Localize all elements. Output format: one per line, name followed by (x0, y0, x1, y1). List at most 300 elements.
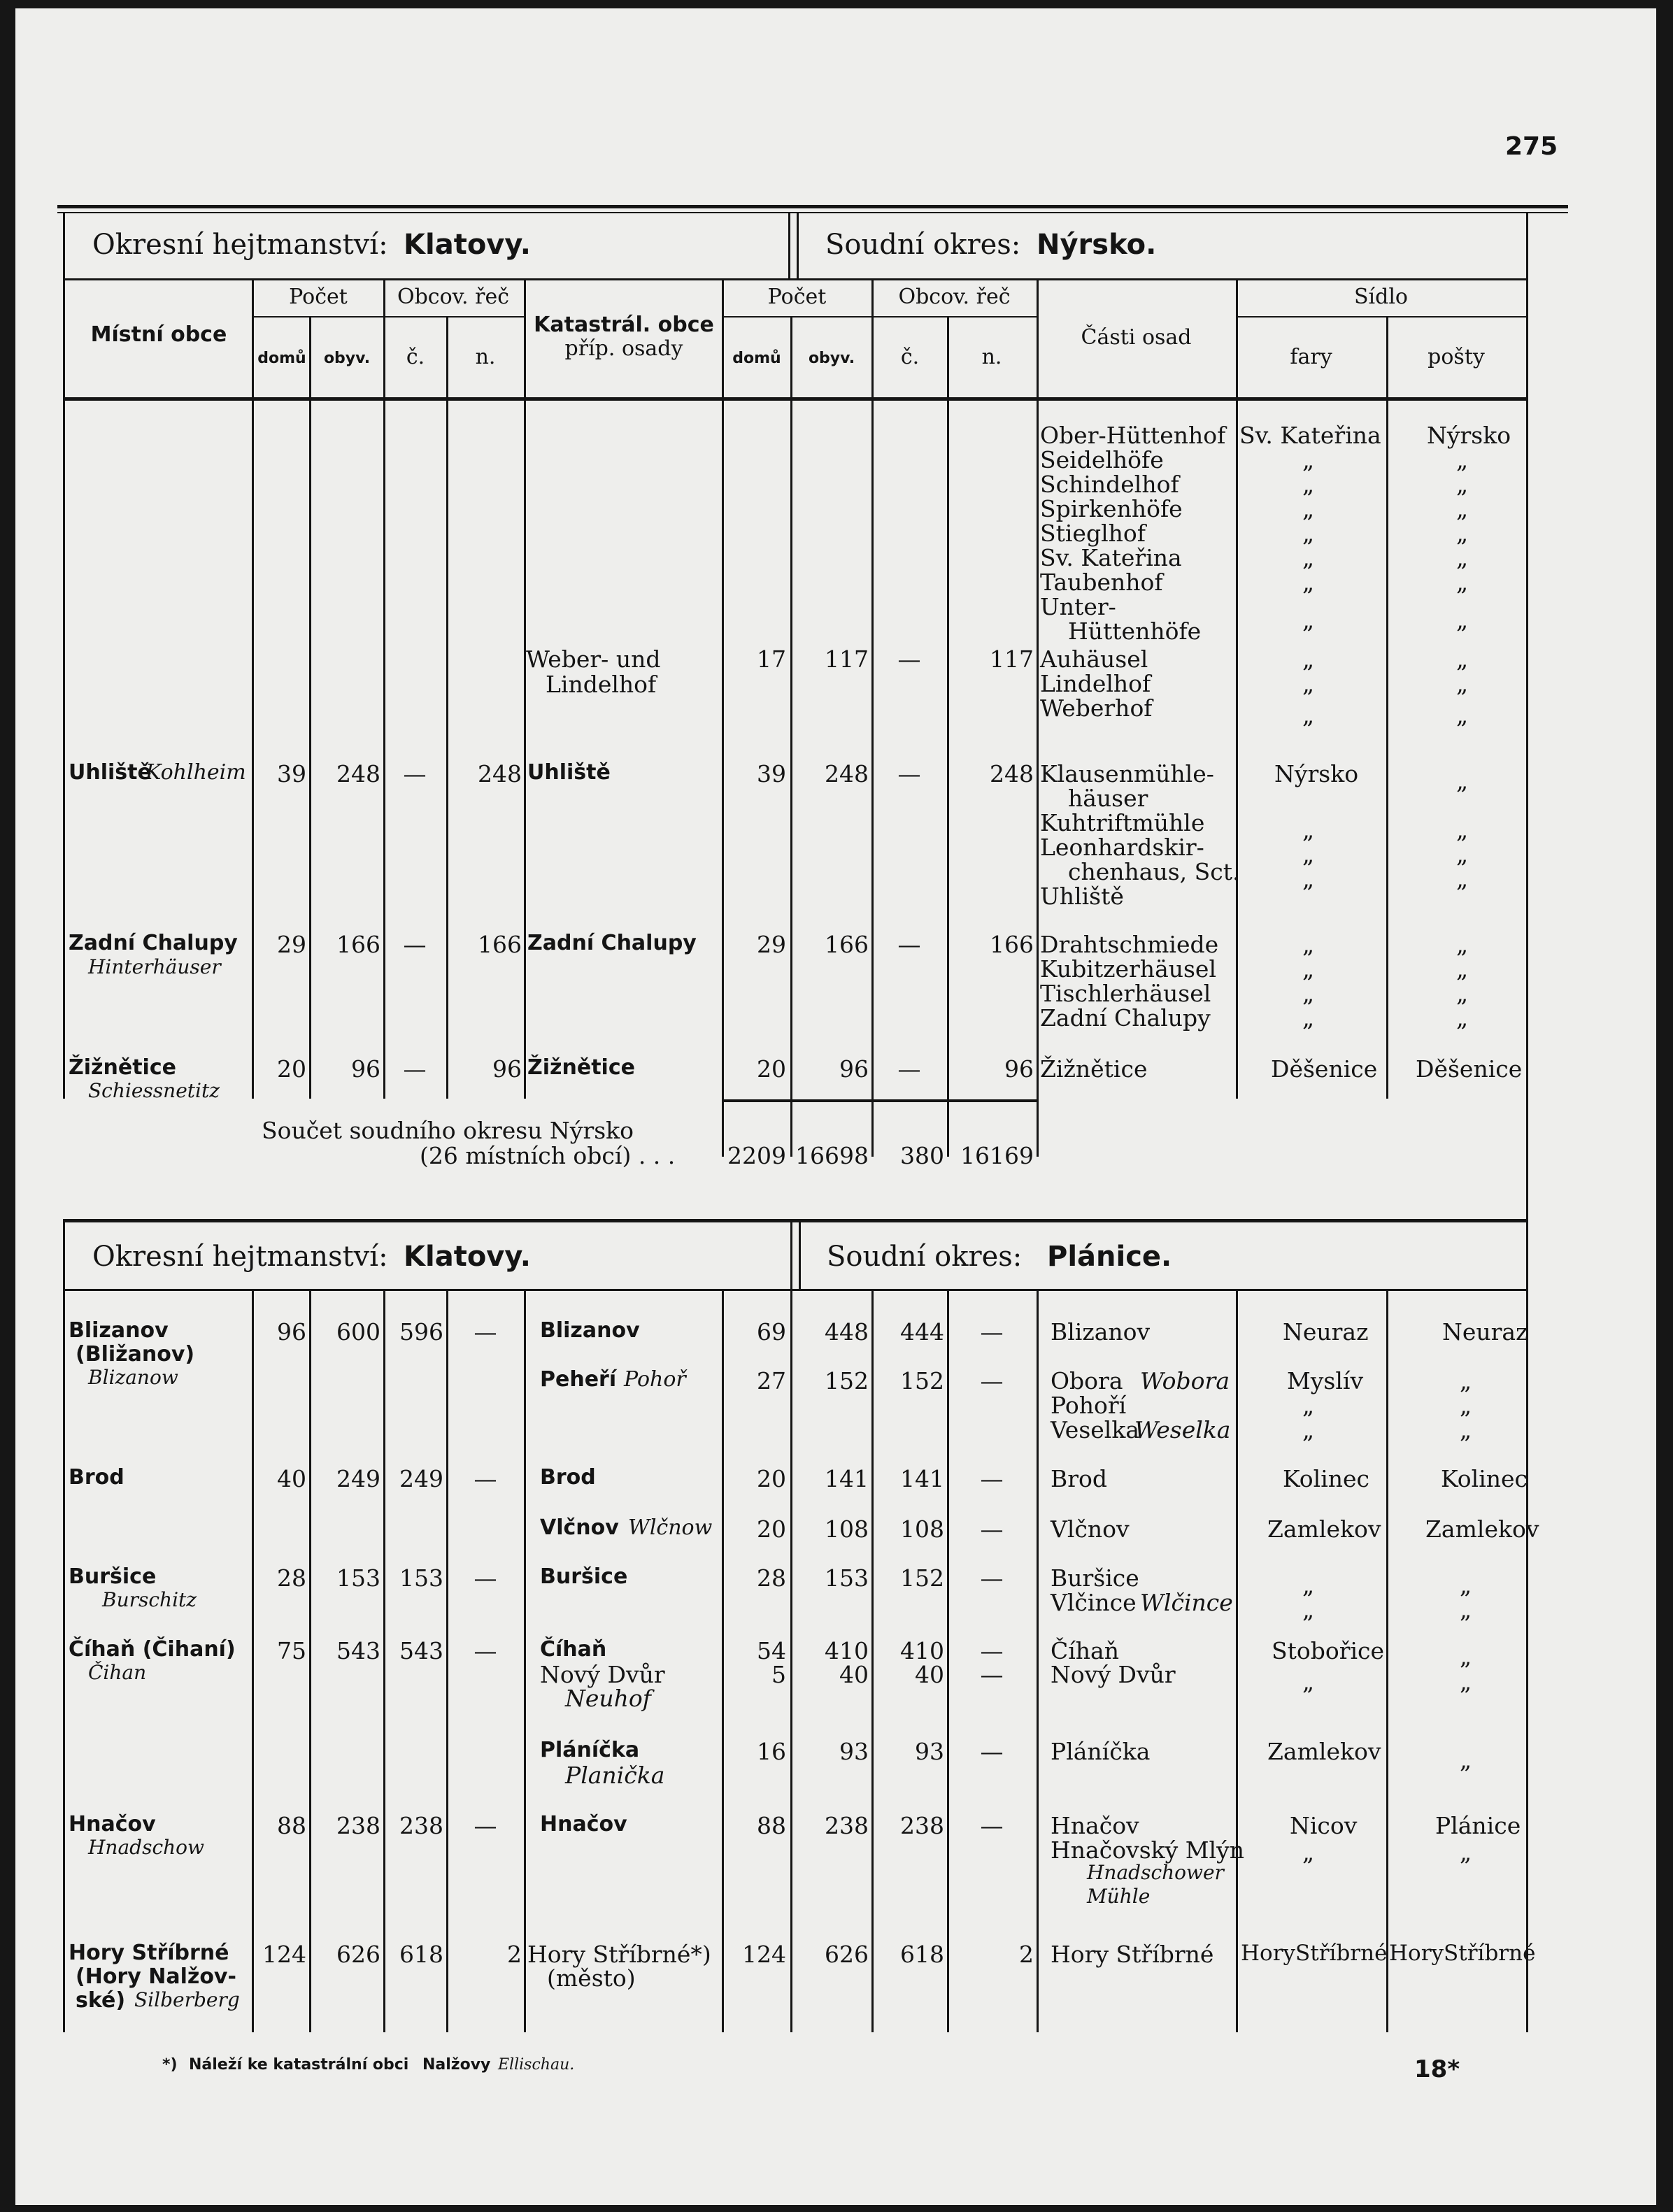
fara: Kolinec (1283, 1465, 1370, 1492)
cast-osady: Kubitzerhäusel (1040, 955, 1217, 983)
court-name: Plánice. (1047, 1241, 1172, 1273)
top-rule-thin (57, 212, 1568, 213)
cast-osady: Auhäusel (1040, 645, 1148, 673)
header-divider (788, 212, 790, 278)
cast-osady: Zadní Chalupy (1040, 1004, 1211, 1032)
posta: „ (1460, 1643, 1472, 1670)
footnote-name: Nalžovy (422, 2056, 491, 2074)
cast-osady: Taubenhof (1040, 569, 1163, 596)
rule (722, 316, 1037, 317)
domu: 75 (277, 1637, 306, 1664)
obec-name: Hory Stříbrné (69, 1941, 229, 1965)
cast-german: Mühle (1087, 1885, 1151, 1908)
obec-name: Žižnětice (69, 1055, 176, 1080)
fara: Zamlekov (1267, 1738, 1381, 1765)
kat-c: 410 (900, 1637, 944, 1664)
col-pocet: Počet (289, 285, 348, 309)
cast-osady: Drahtschmiede (1040, 931, 1219, 958)
right-border (1526, 1219, 1528, 1289)
district-name: Klatovy. (404, 1241, 531, 1273)
c: — (403, 760, 427, 787)
fara: „ (1302, 495, 1315, 522)
katastral-obec: Nový Dvůr (540, 1661, 665, 1688)
n: — (474, 1637, 497, 1664)
total-label-2: (26 místních obcí) . . . (420, 1142, 676, 1169)
kat-n: 166 (990, 931, 1034, 958)
posta: „ (1456, 471, 1469, 498)
posta: Nýrsko (1427, 422, 1511, 449)
fara: Stobořice (1272, 1637, 1385, 1664)
kat-c: 444 (900, 1318, 944, 1346)
posta: „ (1456, 1004, 1469, 1032)
n: 248 (478, 760, 522, 787)
kat-domu: 16 (757, 1738, 786, 1765)
kat-domu: 28 (757, 1564, 786, 1592)
cast-osady: Hory Stříbrné (1051, 1941, 1214, 1968)
obec-german: Schiessnetitz (88, 1079, 220, 1102)
kat-n: — (980, 1812, 1004, 1839)
col-mistni-obce: Místní obce (90, 322, 227, 347)
posta: „ (1460, 1746, 1472, 1774)
obyv: 166 (336, 931, 380, 958)
cast-osady: Blizanov (1051, 1318, 1151, 1346)
katastral-obec: Blizanov (540, 1318, 640, 1343)
court-name: Nýrsko. (1037, 229, 1157, 261)
section2-top-rule (63, 1219, 1528, 1222)
col-line (790, 316, 792, 1157)
fara: „ (1302, 1004, 1315, 1032)
total-label: Součet soudního okresu Nýrsko (262, 1117, 634, 1144)
kat-n: — (980, 1637, 1004, 1664)
fara: „ (1302, 1596, 1315, 1623)
total-n: 16169 (960, 1142, 1034, 1169)
katastral-obec: (město) (547, 1964, 636, 1992)
posta: „ (1456, 645, 1469, 673)
cast-osady: Stieglhof (1040, 520, 1146, 547)
kat-domu: 20 (757, 1515, 786, 1543)
fara: „ (1302, 841, 1315, 868)
cast-osady: Tischlerhäusel (1040, 980, 1211, 1007)
katastral-obec: Hnačov (540, 1812, 627, 1836)
obec-name: Brod (69, 1465, 124, 1490)
fara: „ (1302, 955, 1315, 983)
kat-obyv: 248 (825, 760, 869, 787)
col-n: n. (475, 345, 496, 369)
obyv: 626 (336, 1941, 380, 1968)
katastral-obec: Pláníčka (540, 1738, 640, 1762)
obyv: 248 (336, 760, 380, 787)
katastral-obec: Peheří (540, 1367, 617, 1392)
fara: „ (1302, 931, 1315, 958)
signature-mark: 18* (1414, 2055, 1460, 2083)
col-obyv: obyv. (323, 350, 371, 367)
col-line (722, 278, 724, 1157)
kat-obyv: 410 (825, 1637, 869, 1664)
obec-german: Hinterhäuser (88, 955, 221, 978)
fara: „ (1302, 544, 1315, 571)
katastral-german: Planička (565, 1762, 665, 1789)
kat-n: — (980, 1318, 1004, 1346)
fara: Zamlekov (1267, 1515, 1381, 1543)
fara: HoryStříbrné (1241, 1941, 1388, 1966)
rule (63, 1289, 1528, 1291)
posta: Neuraz (1442, 1318, 1528, 1346)
fara: „ (1302, 980, 1315, 1007)
obec-german: Blizanow (88, 1366, 178, 1389)
district-name: Klatovy. (404, 229, 531, 261)
kat-obyv: 96 (839, 1055, 869, 1083)
left-border (63, 1219, 65, 1289)
fara: „ (1302, 606, 1315, 634)
cast-german: Hnadschower (1087, 1861, 1224, 1884)
posta: „ (1456, 446, 1469, 473)
cast-osady: Buršice (1051, 1564, 1139, 1592)
kat-obyv: 108 (825, 1515, 869, 1543)
cast-osady: häuser (1068, 785, 1148, 812)
posta: Děšenice (1416, 1055, 1523, 1083)
cast-osady: Spirkenhöfe (1040, 495, 1183, 522)
kat-n: — (980, 1515, 1004, 1543)
total-domu: 2209 (727, 1142, 786, 1169)
fara: „ (1302, 1571, 1315, 1599)
total-obyv: 16698 (795, 1142, 869, 1169)
col-posty: pošty (1428, 345, 1485, 369)
kat-domu: 17 (757, 645, 786, 673)
fara: „ (1302, 816, 1315, 843)
col-line (871, 278, 874, 1157)
header-divider (797, 212, 799, 278)
posta: „ (1460, 1392, 1472, 1419)
court-label: Soudní okres: (825, 229, 1021, 261)
col-fary: fary (1290, 345, 1332, 369)
col-c: č. (406, 345, 425, 369)
obec-name-alt: (Hory Nalžov- (76, 1964, 236, 1989)
kat-c: — (897, 1055, 921, 1083)
obec-name: Blizanov (69, 1318, 169, 1343)
cast-osady: Veselka (1051, 1416, 1140, 1443)
cast-osady: Leonhardskir- (1040, 834, 1204, 861)
kat-n: — (980, 1738, 1004, 1765)
obec-name: Hnačov (69, 1812, 156, 1836)
footnote-text: Náleží ke katastrální obci (189, 2056, 409, 2074)
cast-osady: Kuhtriftmühle (1040, 809, 1205, 836)
posta: HoryStříbrné (1389, 1941, 1536, 1966)
c: 543 (399, 1637, 443, 1664)
cast-osady: Ober-Hüttenhof (1040, 422, 1226, 449)
domu: 20 (277, 1055, 306, 1083)
fara: „ (1302, 865, 1315, 892)
cast-osady: Hüttenhöfe (1068, 618, 1202, 645)
domu: 29 (277, 931, 306, 958)
kat-domu: 88 (757, 1812, 786, 1839)
fara: Myslív (1287, 1367, 1364, 1394)
obec-name-alt: (Bližanov) (76, 1342, 195, 1367)
kat-domu: 29 (757, 931, 786, 958)
posta: „ (1456, 767, 1469, 794)
cast-osady: Uhliště (1040, 883, 1124, 910)
katastral-obec: Uhliště (527, 760, 611, 785)
col-obcov-rec-2: Obcov. řeč (898, 285, 1011, 309)
n: — (474, 1318, 497, 1346)
katastral-obec: Weber- und (526, 645, 661, 673)
posta: „ (1460, 1596, 1472, 1623)
right-border (1526, 212, 1528, 1219)
posta: „ (1460, 1367, 1472, 1394)
kat-n: 117 (990, 645, 1034, 673)
n: — (474, 1465, 497, 1492)
c: 153 (399, 1564, 443, 1592)
header-divider (790, 1219, 792, 1289)
posta: „ (1456, 495, 1469, 522)
katastral-german: Neuhof (565, 1685, 651, 1712)
obec-name: Uhliště (69, 760, 152, 785)
kat-domu: 27 (757, 1367, 786, 1394)
obyv: 153 (336, 1564, 380, 1592)
col-katastral: Katastrál. obce (534, 313, 714, 337)
district-label: Okresní hejtmanství: (92, 1241, 388, 1273)
cast-osady: Vlčince (1051, 1589, 1137, 1616)
posta: „ (1456, 816, 1469, 843)
kat-n: 248 (990, 760, 1034, 787)
kat-n: — (980, 1367, 1004, 1394)
fara: „ (1302, 645, 1315, 673)
c: 596 (399, 1318, 443, 1346)
col-obcov-rec: Obcov. řeč (397, 285, 510, 309)
rule (1236, 316, 1528, 317)
obyv: 96 (351, 1055, 380, 1083)
katastral-german: Wlčnow (628, 1515, 713, 1540)
obec-name: Zadní Chalupy (69, 931, 238, 955)
cast-osady: Číhaň (1051, 1637, 1119, 1664)
n: 96 (492, 1055, 522, 1083)
cast-osady: Hnačov (1051, 1812, 1139, 1839)
obec-german: Kohlheim (145, 760, 246, 785)
kat-c: 141 (900, 1465, 944, 1492)
rule (252, 316, 525, 317)
kat-obyv: 152 (825, 1367, 869, 1394)
rule (63, 278, 1528, 280)
kat-domu: 124 (742, 1941, 786, 1968)
page-number: 275 (1505, 132, 1558, 161)
fara: „ (1302, 471, 1315, 498)
obyv: 600 (336, 1318, 380, 1346)
obec-german: Hnadschow (88, 1836, 204, 1859)
posta: „ (1456, 841, 1469, 868)
col-n-2: n. (981, 345, 1002, 369)
left-border (63, 1291, 65, 2032)
posta: „ (1456, 955, 1469, 983)
kat-domu: 20 (757, 1465, 786, 1492)
col-line (446, 316, 448, 1099)
posta: „ (1456, 520, 1469, 547)
col-line (1236, 278, 1238, 1099)
kat-n: 96 (1004, 1055, 1034, 1083)
c: 238 (399, 1812, 443, 1839)
katastral-obec: Lindelhof (546, 671, 657, 698)
domu: 39 (277, 760, 306, 787)
cast-german: Wobora (1140, 1367, 1230, 1394)
col-line (1386, 316, 1388, 1099)
n: — (474, 1564, 497, 1592)
posta: „ (1456, 980, 1469, 1007)
kat-c: 152 (900, 1564, 944, 1592)
obec-german: Silberberg (134, 1988, 240, 2011)
cast-osady: chenhaus, Sct. (1068, 858, 1240, 885)
obec-name: Buršice (69, 1564, 157, 1589)
fara: Nicov (1290, 1812, 1358, 1839)
domu: 96 (277, 1318, 306, 1346)
obec-german: Burschitz (102, 1588, 197, 1611)
fara: „ (1302, 446, 1315, 473)
cast-osady: Pohoří (1051, 1392, 1127, 1419)
kat-n: — (980, 1465, 1004, 1492)
obec-name-alt: ské) (76, 1988, 126, 2013)
kat-obyv: 166 (825, 931, 869, 958)
col-obyv-2: obyv. (808, 350, 855, 367)
posta: „ (1456, 569, 1469, 596)
kat-obyv: 40 (839, 1661, 869, 1688)
posta: „ (1456, 544, 1469, 571)
right-border (1526, 1291, 1528, 2032)
c: 249 (399, 1465, 443, 1492)
col-katastral-2: příp. osady (564, 336, 683, 361)
court-label: Soudní okres: (827, 1241, 1023, 1273)
fara: „ (1302, 670, 1315, 697)
kat-c: 93 (915, 1738, 944, 1765)
obec-name: Číhaň (Čihaní) (69, 1637, 236, 1662)
c: 618 (399, 1941, 443, 1968)
cast-osady: Brod (1051, 1465, 1108, 1492)
c: — (403, 1055, 427, 1083)
fara: „ (1302, 520, 1315, 547)
col-line (1236, 1291, 1238, 2032)
posta: Plánice (1435, 1812, 1521, 1839)
obec-german: Čihan (88, 1661, 147, 1684)
kat-obyv: 141 (825, 1465, 869, 1492)
posta: „ (1460, 1416, 1472, 1443)
col-line (309, 316, 311, 1099)
fara: „ (1302, 1839, 1315, 1866)
kat-c: — (897, 760, 921, 787)
col-domu: domů (257, 350, 306, 367)
kat-domu: 20 (757, 1055, 786, 1083)
header-divider (799, 1219, 801, 1289)
kat-c: 40 (915, 1661, 944, 1688)
posta: „ (1460, 1668, 1472, 1695)
cast-osady: Nový Dvůr (1051, 1661, 1176, 1688)
katastral-obec: Hory Stříbrné*) (527, 1941, 711, 1968)
katastral-german: Pohoř (624, 1367, 686, 1392)
kat-obyv: 626 (825, 1941, 869, 1968)
kat-obyv: 238 (825, 1812, 869, 1839)
n: — (474, 1812, 497, 1839)
kat-c: 152 (900, 1367, 944, 1394)
cast-osady: Lindelhof (1040, 670, 1151, 697)
col-line (252, 278, 254, 1099)
cast-osady: Hnačovský Mlýn (1051, 1836, 1245, 1864)
domu: 124 (262, 1941, 306, 1968)
cast-osady: Žižnětice (1040, 1055, 1148, 1083)
posta: „ (1460, 1571, 1472, 1599)
obyv: 543 (336, 1637, 380, 1664)
cast-german: Weselka (1134, 1416, 1231, 1443)
footnote-german: Ellischau. (498, 2056, 575, 2074)
kat-c: 108 (900, 1515, 944, 1543)
posta: „ (1460, 1839, 1472, 1866)
col-domu-2: domů (732, 350, 781, 367)
kat-obyv: 153 (825, 1564, 869, 1592)
domu: 40 (277, 1465, 306, 1492)
cast-osady: Weberhof (1040, 694, 1153, 722)
fara: Děšenice (1271, 1055, 1378, 1083)
domu: 88 (277, 1812, 306, 1839)
cast-osady: Obora (1051, 1367, 1123, 1394)
cast-osady: Unter- (1040, 593, 1116, 620)
obyv: 238 (336, 1812, 380, 1839)
footnote-mark: *) (162, 2056, 178, 2074)
kat-domu: 5 (771, 1661, 786, 1688)
posta: „ (1456, 931, 1469, 958)
fara: „ (1302, 1416, 1315, 1443)
katastral-obec: Zadní Chalupy (527, 931, 697, 955)
col-line (1037, 1291, 1039, 2032)
col-line (1386, 1291, 1388, 2032)
katastral-obec: Brod (540, 1465, 596, 1490)
cast-osady: Vlčnov (1051, 1515, 1130, 1543)
col-line (383, 278, 385, 1099)
kat-n: — (980, 1564, 1004, 1592)
kat-obyv: 93 (839, 1738, 869, 1765)
posta: Zamlekov (1425, 1515, 1539, 1543)
kat-obyv: 117 (825, 645, 869, 673)
fara: „ (1302, 1668, 1315, 1695)
col-c-2: č. (900, 345, 920, 369)
fara: „ (1302, 701, 1315, 729)
kat-domu: 54 (757, 1637, 786, 1664)
n: 2 (507, 1941, 522, 1968)
kat-c: — (897, 931, 921, 958)
col-line (1037, 278, 1039, 1157)
kat-n: 2 (1019, 1941, 1034, 1968)
cast-german: Wlčince (1140, 1589, 1233, 1616)
posta: „ (1456, 606, 1469, 634)
cast-osady: Klausenmühle- (1040, 760, 1214, 787)
cast-osady: Sv. Kateřina (1040, 544, 1182, 571)
cast-osady: Pláníčka (1051, 1738, 1151, 1765)
fara: „ (1302, 569, 1315, 596)
page (15, 8, 1656, 2205)
c: — (403, 931, 427, 958)
fara: Sv. Kateřina (1239, 422, 1381, 449)
katastral-obec: Číhaň (540, 1637, 607, 1662)
posta: Kolinec (1441, 1465, 1528, 1492)
posta: „ (1456, 670, 1469, 697)
posta: „ (1456, 701, 1469, 729)
total-c: 380 (900, 1142, 944, 1169)
col-casti-osad: Části osad (1081, 325, 1192, 350)
katastral-obec: Buršice (540, 1564, 628, 1589)
col-line (524, 278, 526, 1099)
col-sidlo: Sídlo (1353, 285, 1408, 309)
kat-c: — (897, 645, 921, 673)
katastral-obec: Vlčnov (540, 1515, 619, 1540)
obyv: 249 (336, 1465, 380, 1492)
header-bottom-rule (63, 397, 1528, 401)
domu: 28 (277, 1564, 306, 1592)
cast-osady: Schindelhof (1040, 471, 1179, 498)
fara: „ (1302, 1392, 1315, 1419)
fara: Neuraz (1283, 1318, 1369, 1346)
